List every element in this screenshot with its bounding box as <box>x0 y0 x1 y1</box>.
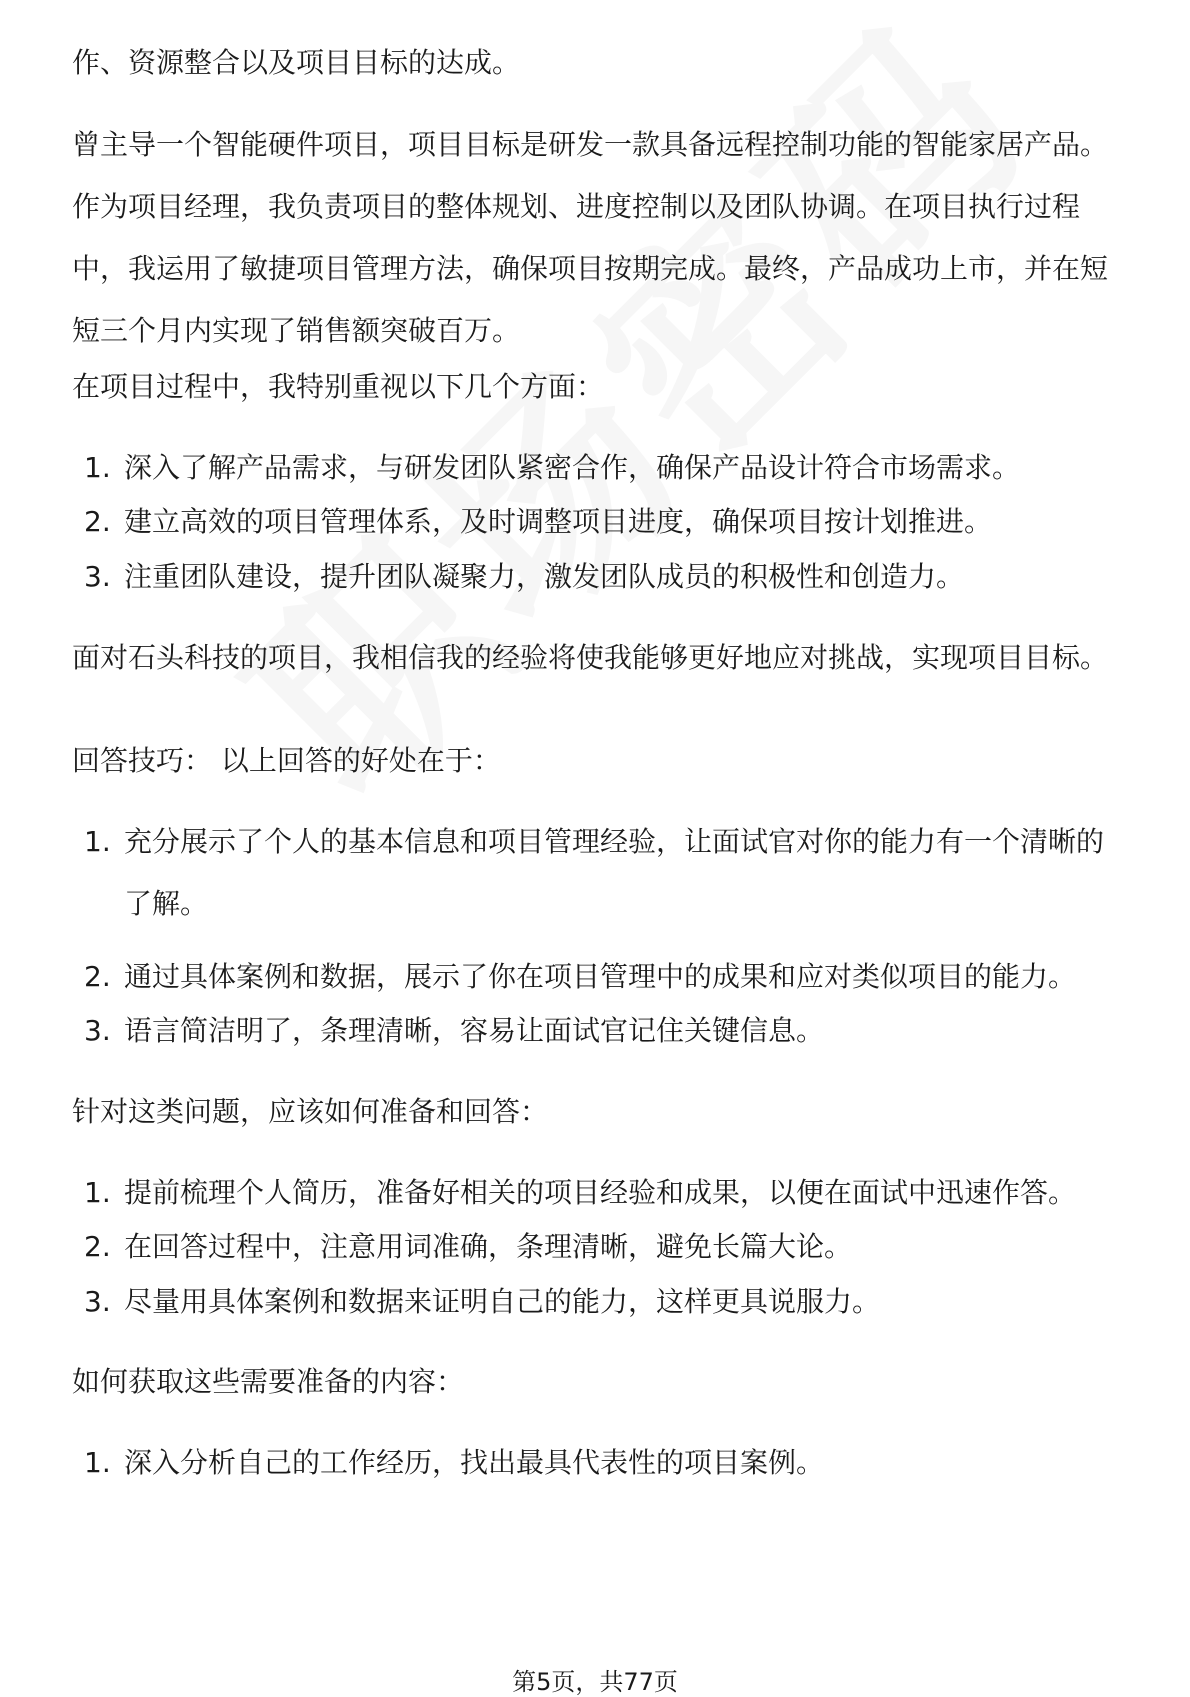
list-item <box>84 1432 1120 1494</box>
list-number: 1. <box>84 1176 111 1209</box>
list-text: 深入了解产品需求，与研发团队紧密合作，确保产品设计符合市场需求。 <box>124 451 1021 484</box>
list-item <box>84 1162 1120 1224</box>
list-text: 语言简洁明了，条理清晰，容易让面试官记住关键信息。 <box>124 1014 825 1047</box>
list-item <box>84 546 1120 608</box>
list-number: 1. <box>84 451 111 484</box>
list-text: 注重团队建设，提升团队凝聚力，激发团队成员的积极性和创造力。 <box>124 560 965 593</box>
list-item <box>84 1216 1120 1278</box>
paragraph: 针对这类问题，应该如何准备和回答： <box>72 1095 549 1128</box>
paragraph: 回答技巧： 以上回答的好处在于： <box>72 744 501 777</box>
list-text: 提前梳理个人简历，准备好相关的项目经验和成果，以便在面试中迅速作答。 <box>124 1176 1077 1209</box>
paragraph: 如何获取这些需要准备的内容： <box>72 1365 465 1398</box>
page-footer: 第5页，共77页 <box>512 1668 678 1696</box>
list-item <box>84 1271 1120 1333</box>
list-text: 在回答过程中，注意用词准确，条理清晰，避免长篇大论。 <box>124 1230 853 1263</box>
list-item <box>84 1000 1120 1062</box>
list-number: 3. <box>84 560 111 593</box>
list-item <box>84 811 1120 935</box>
list-item <box>84 946 1120 1008</box>
list-number: 2. <box>84 1230 111 1263</box>
list-text: 建立高效的项目管理体系，及时调整项目进度，确保项目按计划推进。 <box>124 505 993 538</box>
list-number: 1. <box>84 825 111 858</box>
list-number: 3. <box>84 1285 111 1318</box>
paragraph: 面对石头科技的项目，我相信我的经验将使我能够更好地应对挑战，实现项目目标。 <box>72 641 1109 674</box>
list-number: 2. <box>84 960 111 993</box>
list-number: 2. <box>84 505 111 538</box>
list-item <box>84 437 1120 499</box>
list-item <box>84 491 1120 553</box>
paragraph: 作、资源整合以及项目目标的达成。 <box>72 46 521 79</box>
paragraph: 在项目过程中，我特别重视以下几个方面： <box>72 370 605 403</box>
list-text: 深入分析自己的工作经历，找出最具代表性的项目案例。 <box>124 1446 825 1479</box>
list-text: 尽量用具体案例和数据来证明自己的能力，这样更具说服力。 <box>124 1285 881 1318</box>
list-text: 通过具体案例和数据，展示了你在项目管理中的成果和应对类似项目的能力。 <box>124 960 1077 993</box>
list-text: 充分展示了个人的基本信息和项目管理经验，让面试官对你的能力有一个清晰的了解。 <box>124 825 1105 920</box>
list-number: 1. <box>84 1446 111 1479</box>
paragraph: 曾主导一个智能硬件项目，项目目标是研发一款具备远程控制功能的智能家居产品。作为项目经理，我负责项目的整体规划、进度控制以及团队协调。在项目执行过程中，我运用了敏捷项目管理方法，确保项目按期完成。最终，产品成功上市，并在短短三个月内实现了销售额突破百万。 <box>72 128 1109 347</box>
list-number: 3. <box>84 1014 111 1047</box>
